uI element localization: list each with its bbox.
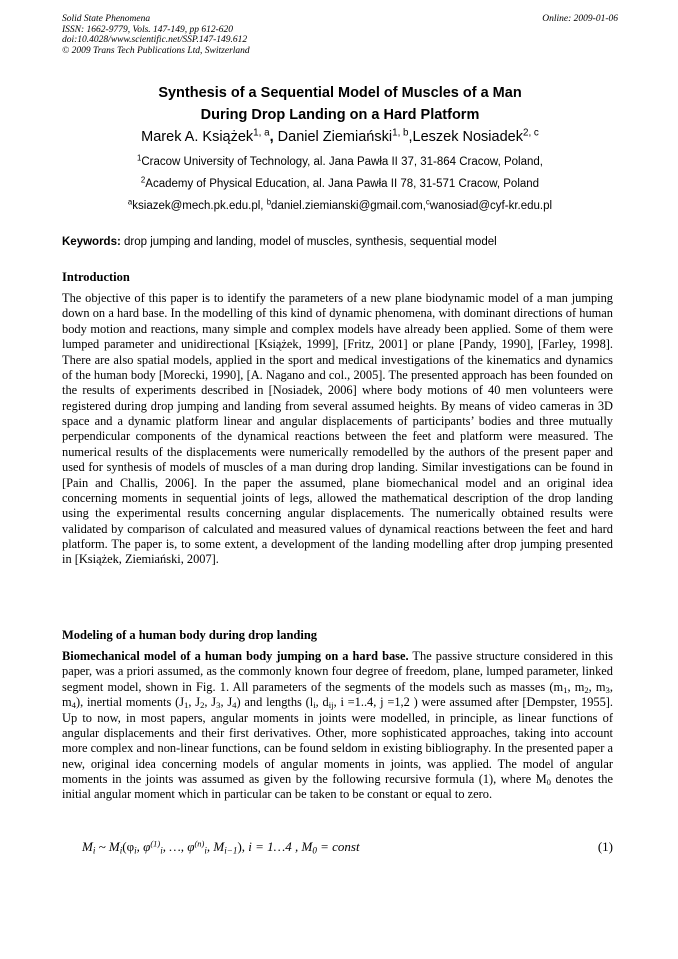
section-heading-modeling: Modeling of a human body during drop landing [62, 628, 318, 642]
keywords-text: drop jumping and landing, model of muscles, synthesis, sequential model [120, 236, 497, 248]
journal-header [62, 14, 618, 56]
email-sup: c [425, 197, 430, 207]
email-line [62, 199, 618, 213]
equation-1: $M_i$ ~ $M_i(\varphi_i$, $\varphi^{(1)}_i$, …, $\varphi^{(n)}_i$, $M_{i-1}$), i = 1…4 , $M_0$ = const (1) [82, 838, 613, 856]
email-text[interactable]: ksiazek@mech.pk.edu.pl, [132, 200, 267, 212]
equation-number: (1) [597, 839, 613, 854]
affiliation-text: Cracow University of Technology, al. Jana Pawła II 37, 31-864 Cracow, Poland, [141, 156, 543, 168]
paper-title [62, 82, 618, 126]
paragraph-lead: Biomechanical model of a human body jumping on a hard base. [62, 649, 409, 663]
email-text[interactable]: wanosiad@cyf-kr.edu.pl [429, 200, 553, 212]
email-text[interactable]: daniel.ziemianski@gmail.com, [271, 200, 426, 212]
author-name: Marek A. Książek [141, 129, 254, 145]
email-sup: b [266, 197, 272, 207]
online-date: Online: 2009-01-06 [542, 14, 618, 24]
copyright-line: © 2009 Trans Tech Publications Ltd, Switzerland [62, 45, 250, 56]
author-sup: 1, b [392, 127, 409, 139]
title-line-1: Synthesis of a Sequential Model of Muscles of a Man [158, 85, 522, 101]
introduction-paragraph: The objective of this paper is to identify the parameters of a new plane biodynamic model of a man jumping down on a hard base. In the modelling of this kind of dynamic phenomena, with dominant directions of human body motion and reactions, many simple and complex models have already been applied. Some of them were lumped parameter and unidirectional [Książek, 1999], [Fritz, 2001] or plane [Pandy, 1990], [Farley, 1998]. There are also spatial models, applied in the sport and medical investigations of the kinematics and dynamics of the human body [Morecki, 1990], [A. Nagano and col., 2005]. The presented approach has been founded on the results of experiments described in [Nosiadek, 2006] where body motions of 40 men volunteers were registered during drop jumping and landing from several assumed heights. By means of video cameras in 3D space and a dynamic platform linear and angular displacements of participants’ bodies and three mutually perpendicular components of the dynamical reactions between the feet and platform were measured. The numerical results of the displacements were numerically remodelled by the authors of the present paper and used for synthesis of models of muscles of a man during drop landing. Similar investigations can be found in [Pain and Challis, 2006]. In the paper the assumed, plane biomechanical model and an original idea concerning moments in sequential joints of legs, allowed the mathematical description of the drop landing using the experimental results concerning angular displacements. The numerically obtained results were validated by comparison of calculated and measured values of dynamical reactions between the feet and hard platform. The paper is, to some extent, a development of the landing modelling after drop jumping presented in [Książek, Ziemiański, 2007]. [62, 291, 613, 567]
title-line-2: During Drop Landing on a Hard Platform [200, 107, 480, 123]
author-name: Daniel Ziemiański [277, 129, 393, 145]
affiliation-1 [62, 155, 618, 169]
affiliation-2 [62, 177, 618, 191]
keywords [62, 235, 622, 249]
keywords-label: Keywords: [62, 236, 121, 248]
affiliation-sup: 2 [140, 175, 146, 185]
author-sup: 1, a [253, 127, 270, 139]
issn-line: ISSN: 1662-9779, Vols. 147-149, pp 612-620 [62, 24, 233, 35]
author-name: Leszek Nosiadek [412, 129, 523, 145]
author-sup: 2, c [522, 127, 539, 139]
email-sup: a [127, 197, 133, 207]
affiliation-text: Academy of Physical Education, al. Jana Pawła II 78, 31-571 Cracow, Poland [145, 178, 540, 190]
affiliation-sup: 1 [136, 153, 142, 163]
section-heading-introduction: Introduction [62, 270, 130, 284]
journal-name: Solid State Phenomena [62, 14, 151, 24]
doi-line: doi:10.4028/www.scientific.net/SSP.147-149.612 [62, 35, 248, 46]
author-list: Marek A. Książek$^{1, a}$, Daniel Ziemiański$^{1, b}$,Leszek Nosiadek$^{2, c}$ [141, 127, 539, 145]
modeling-paragraph: Biomechanical model of a human body jumping on a hard base. The passive structure considered in this paper, was a priori assumed, as the commonly known four degree of freedom, plane, lumped parameter, linked segment model, shown in Fig. 1. All parameters of the segments of the models such as masses ($m_1$, $m_2$, $m_3$, $m_4$), inertial moments ($J_1$, $J_2$, $J_3$, $J_4$) and lengths ($l_i$, $d_{ij}$, i =1..4, j =1,2 ) were assumed after [Dempster, 1955]. Up to now, in most papers, angular moments in joints were modelled, in principle, as linear functions of angular displacements and their first derivatives. Other, more sophisticated approaches, taking into account more complex and non-linear functions, can be found seldom in existing bibliography. In the presented paper a new, original idea concerning models of angular moments in joints, was applied. The model of angular moments in the joints was assumed as given by the following recursive formula (1), where $M_0$ denotes the initial angular moment which in particular can be taken to be constant or equal to zero. [62, 649, 614, 802]
